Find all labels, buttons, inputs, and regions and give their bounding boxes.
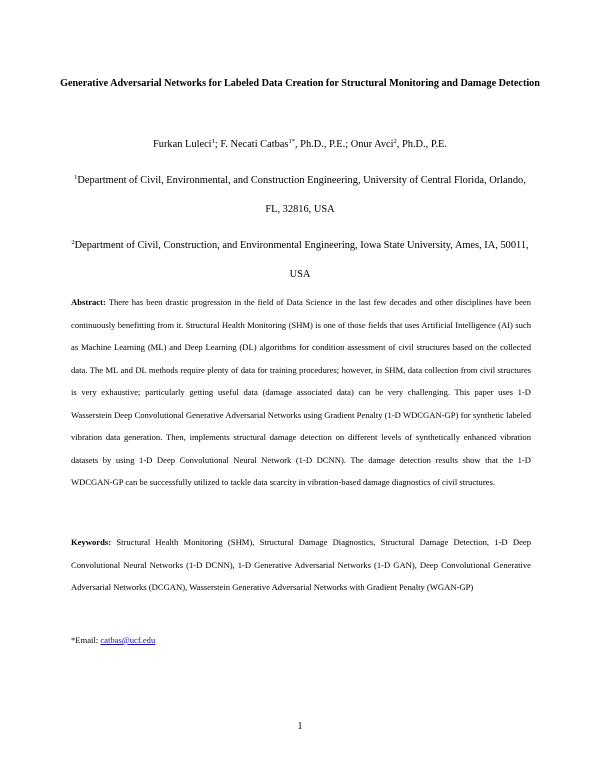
affiliation-mark: 1 <box>74 174 78 181</box>
paper-title: Generative Adversarial Networks for Labeled Data Creation for Structural Monitoring and Damage Detection <box>60 78 540 89</box>
author-suffix: , Ph.D., P.E. <box>294 139 346 150</box>
author-name: F. Necati Catbas <box>220 139 289 150</box>
author-affiliation-mark: 1* <box>288 138 295 145</box>
author-affiliation-mark: 2 <box>393 138 397 145</box>
keywords-text: Structural Health Monitoring (SHM), Structural Damage Diagnostics, Structural Damage Detection, 1-D Deep Convolutional Neural Networks (1-D DCNN), 1-D Generative Adversarial Networks (1-D GAN), Deep Convolutional Generative Adversarial Networks (DCGAN), Wasserstein Generative Adversarial Networks with Gradient Penalty (WGAN-GP) <box>71 537 531 592</box>
author-name: Furkan Luleci <box>153 139 212 150</box>
affiliation-1 <box>70 166 530 224</box>
keywords <box>71 531 531 599</box>
email-link[interactable]: catbas@ucf.edu <box>100 635 156 645</box>
abstract-label: Abstract: <box>71 297 106 307</box>
author-affiliation-mark: 1 <box>211 138 215 145</box>
email-label: *Email: <box>71 635 101 645</box>
page-number: 1 <box>297 721 303 732</box>
affiliation-text: Department of Civil, Environmental, and Construction Engineering, University of Central Florida, Orlando, FL, 32816, USA <box>77 175 526 215</box>
affiliation-mark: 2 <box>71 239 75 246</box>
author-suffix: , Ph.D., P.E. <box>396 139 447 150</box>
author-line: Furkan Luleci$^1$; F. Necati Catbas$^{1*}$, Ph.D., P.E.; Onur Avci$^2$, Ph.D., P.E. <box>153 138 447 150</box>
affiliation-2 <box>70 231 530 289</box>
abstract-text: There has been drastic progression in the field of Data Science in the last few decades and other disciplines have been continuously benefitting from it. Structural Health Monitoring (SHM) is one of those fields that uses Artificial Intelligence (AI) such as Machine Learning (ML) and Deep Learning (DL) algorithms for condition assessment of civil structures based on the collected data. The ML and DL methods require plenty of data for training procedures; however, in SHM, data collection from civil structures is very exhaustive; particularly getting useful data (damage associated data) can be very challenging. This paper uses 1-D Wasserstein Deep Convolutional Generative Adversarial Networks using Gradient Penalty (1-D WDCGAN-GP) for synthetic labeled vibration data generation. Then, implements structural damage detection on different levels of synthetically enhanced vibration datasets by using 1-D Deep Convolutional Neural Network (1-D DCNN). The damage detection results show that the 1-D WDCGAN-GP can be successfully utilized to tackle data scarcity in vibration-based damage diagnostics of civil structures. <box>71 297 532 487</box>
abstract <box>71 291 531 494</box>
affiliation-text: Department of Civil, Construction, and Environmental Engineering, Iowa State University, Ames, IA, 50011, USA <box>74 240 529 280</box>
keywords-label: Keywords: <box>71 537 112 547</box>
author-name: Onur Avci <box>350 139 394 150</box>
corresponding-email <box>71 630 155 650</box>
